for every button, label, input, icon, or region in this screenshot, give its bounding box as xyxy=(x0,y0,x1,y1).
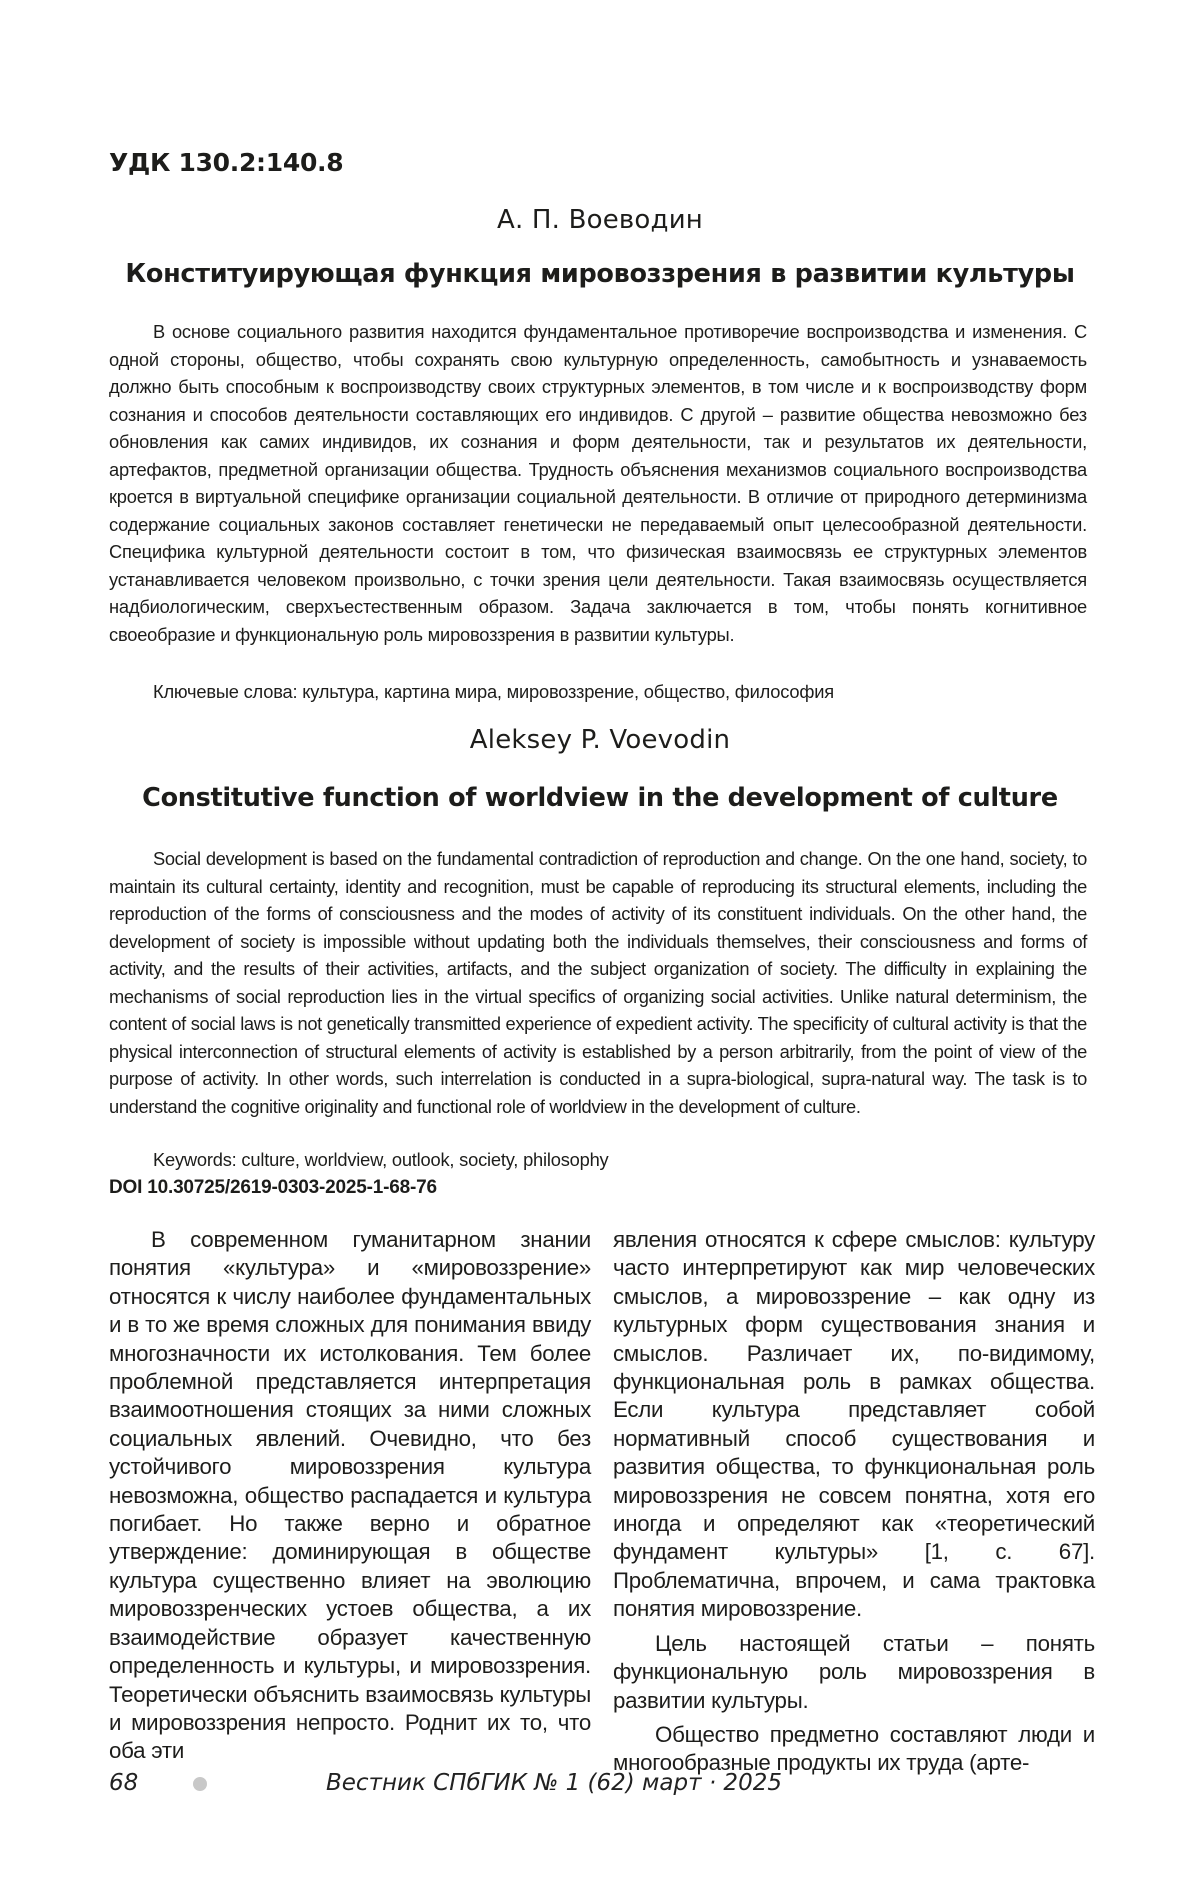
body-paragraph: В современном гуманитарном знании понятия «культура» и «мировоззрение» относятся к числу наиболее фундаментальных и в то же время сложных для понимания ввиду многозначности их истолкования. Тем более проблемной представляется интерпретация взаимоотношения стоящих за ними сложных социальных явлений. Очевидно, что без устойчивого мировоззрения культура невозможна, общество распадается и культура погибает. Но также верно и обратное утверждение: доминирующая в обществе культура существенно влияет на эволюцию мировоззренческих устоев общества, а их взаимодействие образует качественную определенность и культуры, и мировоззрения. Теоретически объяснить взаимосвязь культуры и мировоззрения непросто. Роднит их то, что оба эти xyxy=(109,1227,591,1764)
keywords-en: Keywords: culture, worldview, outlook, society, philosophy xyxy=(153,1149,609,1170)
article-title-en: Constitutive function of worldview in the development of culture xyxy=(142,783,1058,813)
page-number: 68 xyxy=(109,1770,139,1796)
page-footer xyxy=(0,1770,1200,1810)
author-name-en: Aleksey P. Voevodin xyxy=(469,725,731,755)
body-paragraph: явления относятся к сфере смыслов: культуру часто интерпретируют как мир человеческих смыслов, а мировоззрение – как одну из культурных форм существования знания и смыслов. Различает их, по-видимому, функциональная роль в рамках общества. Если культура представляет собой нормативный способ существования и развития общества, то функциональная роль мировоззрения не совсем понятна, хотя его иногда и определяют как «теоретический фундамент культуры» [1, с. 67]. Проблематична, впрочем, и сама трактовка понятия мировоззрение. xyxy=(613,1227,1095,1622)
body-column-right xyxy=(613,1226,1095,1778)
udk-code: УДК 130.2:140.8 xyxy=(109,148,344,177)
footer-dot-icon xyxy=(193,1777,207,1791)
journal-name: Вестник СПбГИК № 1 (62) март · 2025 xyxy=(326,1770,782,1796)
doi: DOI 10.30725/2619-0303-2025-1-68-76 xyxy=(109,1177,437,1198)
author-name-ru: А. П. Воеводин xyxy=(496,205,704,235)
body-column-left xyxy=(109,1226,591,1766)
keywords-ru: Ключевые слова: культура, картина мира, мировоззрение, общество, философия xyxy=(153,681,834,702)
abstract-text-ru: В основе социального развития находится фундаментальное противоречие воспроизводства и изменения. С одной стороны, общество, чтобы сохранять свою культурную определенность, самобытность и узнаваемость должно быть способным к воспроизводству своих структурных элементов, в том числе и к воспроизводству форм сознания и способов деятельности составляющих его индивидов. С другой – развитие общества невозможно без обновления как самих индивидов, их сознания и форм деятельности, так и результатов их деятельности, артефактов, предметной организации общества. Трудность объяснения механизмов социального воспроизводства кроется в виртуальной специфике организации социальной деятельности. В отличие от природного детерминизма содержание социальных законов составляет генетически не передаваемый опыт целесообразной деятельности. Специфика культурной деятельности состоит в том, что физическая взаимосвязь ее структурных элементов устанавливается человеком произвольно, с точки зрения цели деятельности. Такая взаимосвязь осуществляется надбиологическим, сверхъестественным образом. Задача заключается в том, чтобы понять когнитивное своеобразие и функциональную роль мировоззрения в развитии культуры. xyxy=(109,321,1087,645)
body-paragraph: Цель настоящей статьи – понять функциональную роль мировоззрения в развитии культуры. xyxy=(613,1630,1095,1713)
abstract-en xyxy=(109,845,1087,1120)
abstract-text-en: Social development is based on the fundamental contradiction of reproduction and change. On the one hand, society, to maintain its cultural certainty, identity and recognition, must be capable of reproducing its structural elements, including the reproduction of the forms of consciousness and the modes of activity of its constituent individuals. On the other hand, the development of society is impossible without updating both the individuals themselves, their consciousness and forms of activity, and the results of their activities, artifacts, and the subject organization of society. The difficulty in explaining the mechanisms of social reproduction lies in the virtual specifics of organizing social activities. Unlike natural determinism, the content of social laws is not genetically transmitted experience of expedient activity. The specificity of cultural activity is that the physical interconnection of structural elements of activity is established by a person arbitrarily, from the point of view of the purpose of activity. In other words, such interrelation is conducted in a supra-biological, supra-natural way. The task is to understand the cognitive originality and functional role of worldview in the development of culture. xyxy=(109,848,1087,1117)
abstract-ru xyxy=(109,318,1087,648)
article-title-ru: Конституирующая функция мировоззрения в развитии культуры xyxy=(125,259,1075,289)
body-paragraph: Общество предметно составляют люди и многообразные продукты их труда (арте- xyxy=(613,1721,1095,1776)
